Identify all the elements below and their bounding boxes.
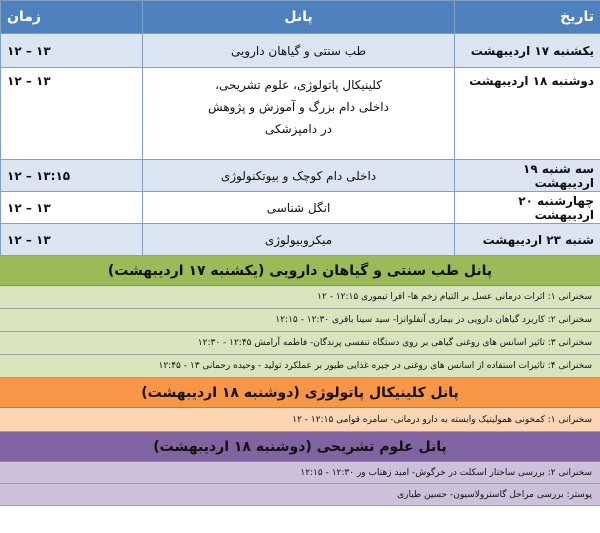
row-date: یکشنبه ۱۷ اردیبهشت: [455, 34, 600, 68]
schedule-row: [1, 160, 600, 192]
row-panel-line: در دامپزشکی: [265, 122, 332, 136]
talk-item: سخنرانی ۴: تاثیرات استفاده از اسانس های روغنی در جیره غذایی طیور بر عملکرد تولید - وحیده رحمانی ۱۳ - ۱۲:۴۵: [0, 355, 600, 378]
talk-item: سخنرانی ۱: کمخونی همولیتیک وابسته به دارو درمانی- سامره قوامی ۱۲:۱۵ - ۱۲: [0, 408, 600, 432]
section-title-traditional-medicine: پانل طب سنتی و گیاهان دارویی (یکشنبه ۱۷ اردیبهشت): [0, 256, 600, 286]
row-date: سه شنبه ۱۹ اردیبهشت: [455, 160, 600, 192]
header-date: تاریخ: [455, 1, 600, 34]
schedule-table: [0, 0, 600, 256]
row-date: چهارشنبه ۲۰ اردیبهشت: [455, 192, 600, 224]
row-panel: طب سنتی و گیاهان دارویی: [143, 34, 455, 68]
section-title-anatomy: پانل علوم تشریحی (دوشنبه ۱۸ اردیبهشت): [0, 432, 600, 462]
row-time: ۱۲ – ۱۳: [1, 68, 143, 160]
poster-item: پوستر: بررسی مراحل گاسترولاسیون- حسین طیاری: [0, 484, 600, 506]
row-time: ۱۲ – ۱۳: [1, 192, 143, 224]
row-time: ۱۲ – ۱۳: [1, 34, 143, 68]
row-date: دوشنبه ۱۸ اردیبهشت: [455, 68, 600, 160]
talk-item: سخنرانی ۳: تاثیر اسانس های روغنی گیاهی بر روی دستگاه تنفسی پرندگان- فاطمه آرامش ۱۲:۴۵ - ۱۲:۳۰: [0, 332, 600, 355]
talk-item: سخنرانی ۲: بررسی ساختار اسکلت در خرگوش- امید زهتاب ور ۱۲:۳۰ - ۱۲:۱۵: [0, 462, 600, 484]
header-panel: پانل: [143, 1, 455, 34]
schedule-row: [1, 224, 600, 256]
talk-item: سخنرانی ۲: کاربرد گیاهان دارویی در بیماری آنفلوانزا- سید سینا باقری ۱۲:۳۰ - ۱۲:۱۵: [0, 309, 600, 332]
row-time: ۱۲ – ۱۳:۱۵: [1, 160, 143, 192]
schedule-row: [1, 68, 600, 160]
row-panel-line: داخلی دام بزرگ و آموزش و پژوهش: [208, 100, 389, 114]
row-panel: [143, 68, 455, 160]
row-date: شنبه ۲۳ اردیبهشت: [455, 224, 600, 256]
row-time: ۱۲ – ۱۳: [1, 224, 143, 256]
row-panel: داخلی دام کوچک و بیوتکنولوژی: [143, 160, 455, 192]
row-panel: انگل شناسی: [143, 192, 455, 224]
row-panel: میکروبیولوژی: [143, 224, 455, 256]
schedule-header-row: [1, 1, 600, 34]
row-panel-line: کلینیکال پاتولوژی، علوم تشریحی،: [215, 78, 382, 92]
talk-item: سخنرانی ۱: اثرات درمانی عسل بر التیام زخم ها- افرا تیموری ۱۲:۱۵ - ۱۲: [0, 286, 600, 309]
schedule-row: [1, 192, 600, 224]
section-title-clinical-pathology: پانل کلینیکال پاتولوژی (دوشنبه ۱۸ اردیبهشت): [0, 378, 600, 408]
schedule-row: [1, 34, 600, 68]
header-time: زمان: [1, 1, 143, 34]
